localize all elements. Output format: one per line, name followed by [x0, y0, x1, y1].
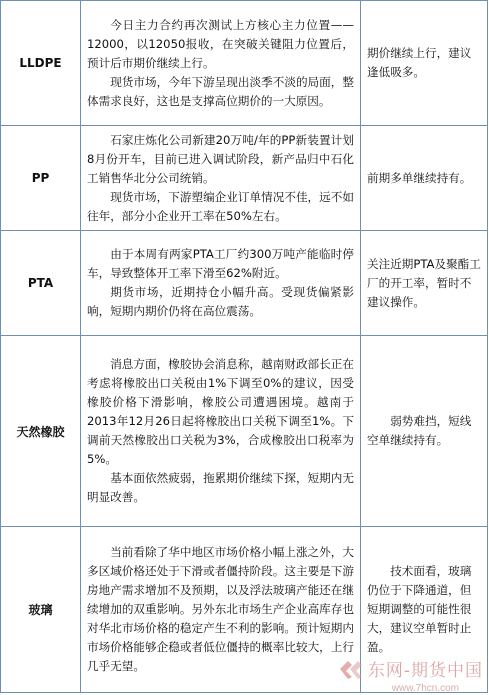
advice-text: 期价继续上行，建议逢低吸多。	[367, 46, 472, 79]
advice-cell	[361, 231, 488, 336]
analysis-paragraph: 基本面依然疲弱，拖累期价继续下探，短期内无明显改善。	[87, 471, 354, 504]
table-row-natural-rubber	[1, 336, 488, 527]
analysis-paragraph: 今日主力合约再次测试上方核心主力位置——12000，以12050报收，在突破关键阻力位置后，预计后市期价继续上行。	[87, 17, 354, 70]
watermark-brand: 东网-期货中国	[367, 661, 483, 681]
advice-text: 技术面看，玻璃仍位于下降通道，但短期调整的可能性很大，建议空单暂时止盈。	[367, 564, 472, 654]
commodity-name: LLDPE	[1, 1, 81, 126]
table-row-pta	[1, 231, 488, 336]
analysis-cell	[81, 336, 361, 527]
table-row-pp	[1, 126, 488, 231]
analysis-paragraph: 消息方面，橡胶协会消息称，越南财政部长正在考虑将橡胶出口关税由1%下调至0%的建议，因受橡胶价格下滑影响，橡胶公司遭遇困境。越南于2013年12月26日起将橡胶出口关税下调至1%。下调前天然橡胶出口关税为3%，合成橡胶出口税率为5%。	[87, 357, 354, 466]
analysis-paragraph: 现货市场，今年下游呈现出淡季不淡的局面，整体需求良好，这也是支撑高位期价的一大原因。	[87, 74, 354, 108]
table-row-lldpe	[1, 1, 488, 126]
commodity-name: 天然橡胶	[1, 336, 81, 527]
analysis-paragraph: 现货市场，下游塑编企业订单情况不佳，远不如往年，部分小企业开工率在50%左右。	[87, 189, 354, 223]
commodity-name: PTA	[1, 231, 81, 336]
advice-cell	[361, 336, 488, 527]
analysis-cell	[81, 1, 361, 126]
table-row-glass	[1, 527, 488, 693]
analysis-paragraph: 当前看除了华中地区市场价格小幅上涨之外，大多区域价格还处于下滑或者僵持阶段。这主要是下游房地产需求增加不及预期，以及浮法玻璃产能还在继续增加的双重影响。另外东北市场生产企业高库存也对华北市场价格的稳定产生不利的影响。预计短期内市场价格能够企稳或者低位僵持的概率比较大，上行几乎无望。	[87, 545, 354, 673]
analysis-cell	[81, 126, 361, 231]
watermark-url: www.7hcn.com	[391, 683, 459, 694]
advice-text: 前期多单继续持有。	[367, 170, 472, 185]
analysis-paragraph: 由于本周有两家PTA工厂约300万吨产能临时停车，导致整体开工率下滑至62%附近。	[87, 247, 354, 280]
advice-cell	[361, 126, 488, 231]
advice-text: 弱势难挡，短线空单继续持有。	[367, 414, 472, 447]
advice-cell	[361, 527, 488, 693]
commodity-name: PP	[1, 126, 81, 231]
advice-text: 关注近期PTA及聚酯工厂的开工率，暂时不建议操作。	[367, 256, 481, 309]
analysis-cell	[81, 527, 361, 693]
commodity-name: 玻璃	[1, 527, 81, 693]
analysis-paragraph: 期货市场，近期持仓小幅升高。受现货偏紧影响，短期内期价仍将在高位震荡。	[87, 285, 354, 318]
analysis-cell	[81, 231, 361, 336]
advice-cell	[361, 1, 488, 126]
analysis-paragraph: 石家庄炼化公司新建20万吨/年的PP新装置计划8月份开车，目前已进入调试阶段，新产品归中石化工销售华北分公司统销。	[87, 132, 354, 185]
